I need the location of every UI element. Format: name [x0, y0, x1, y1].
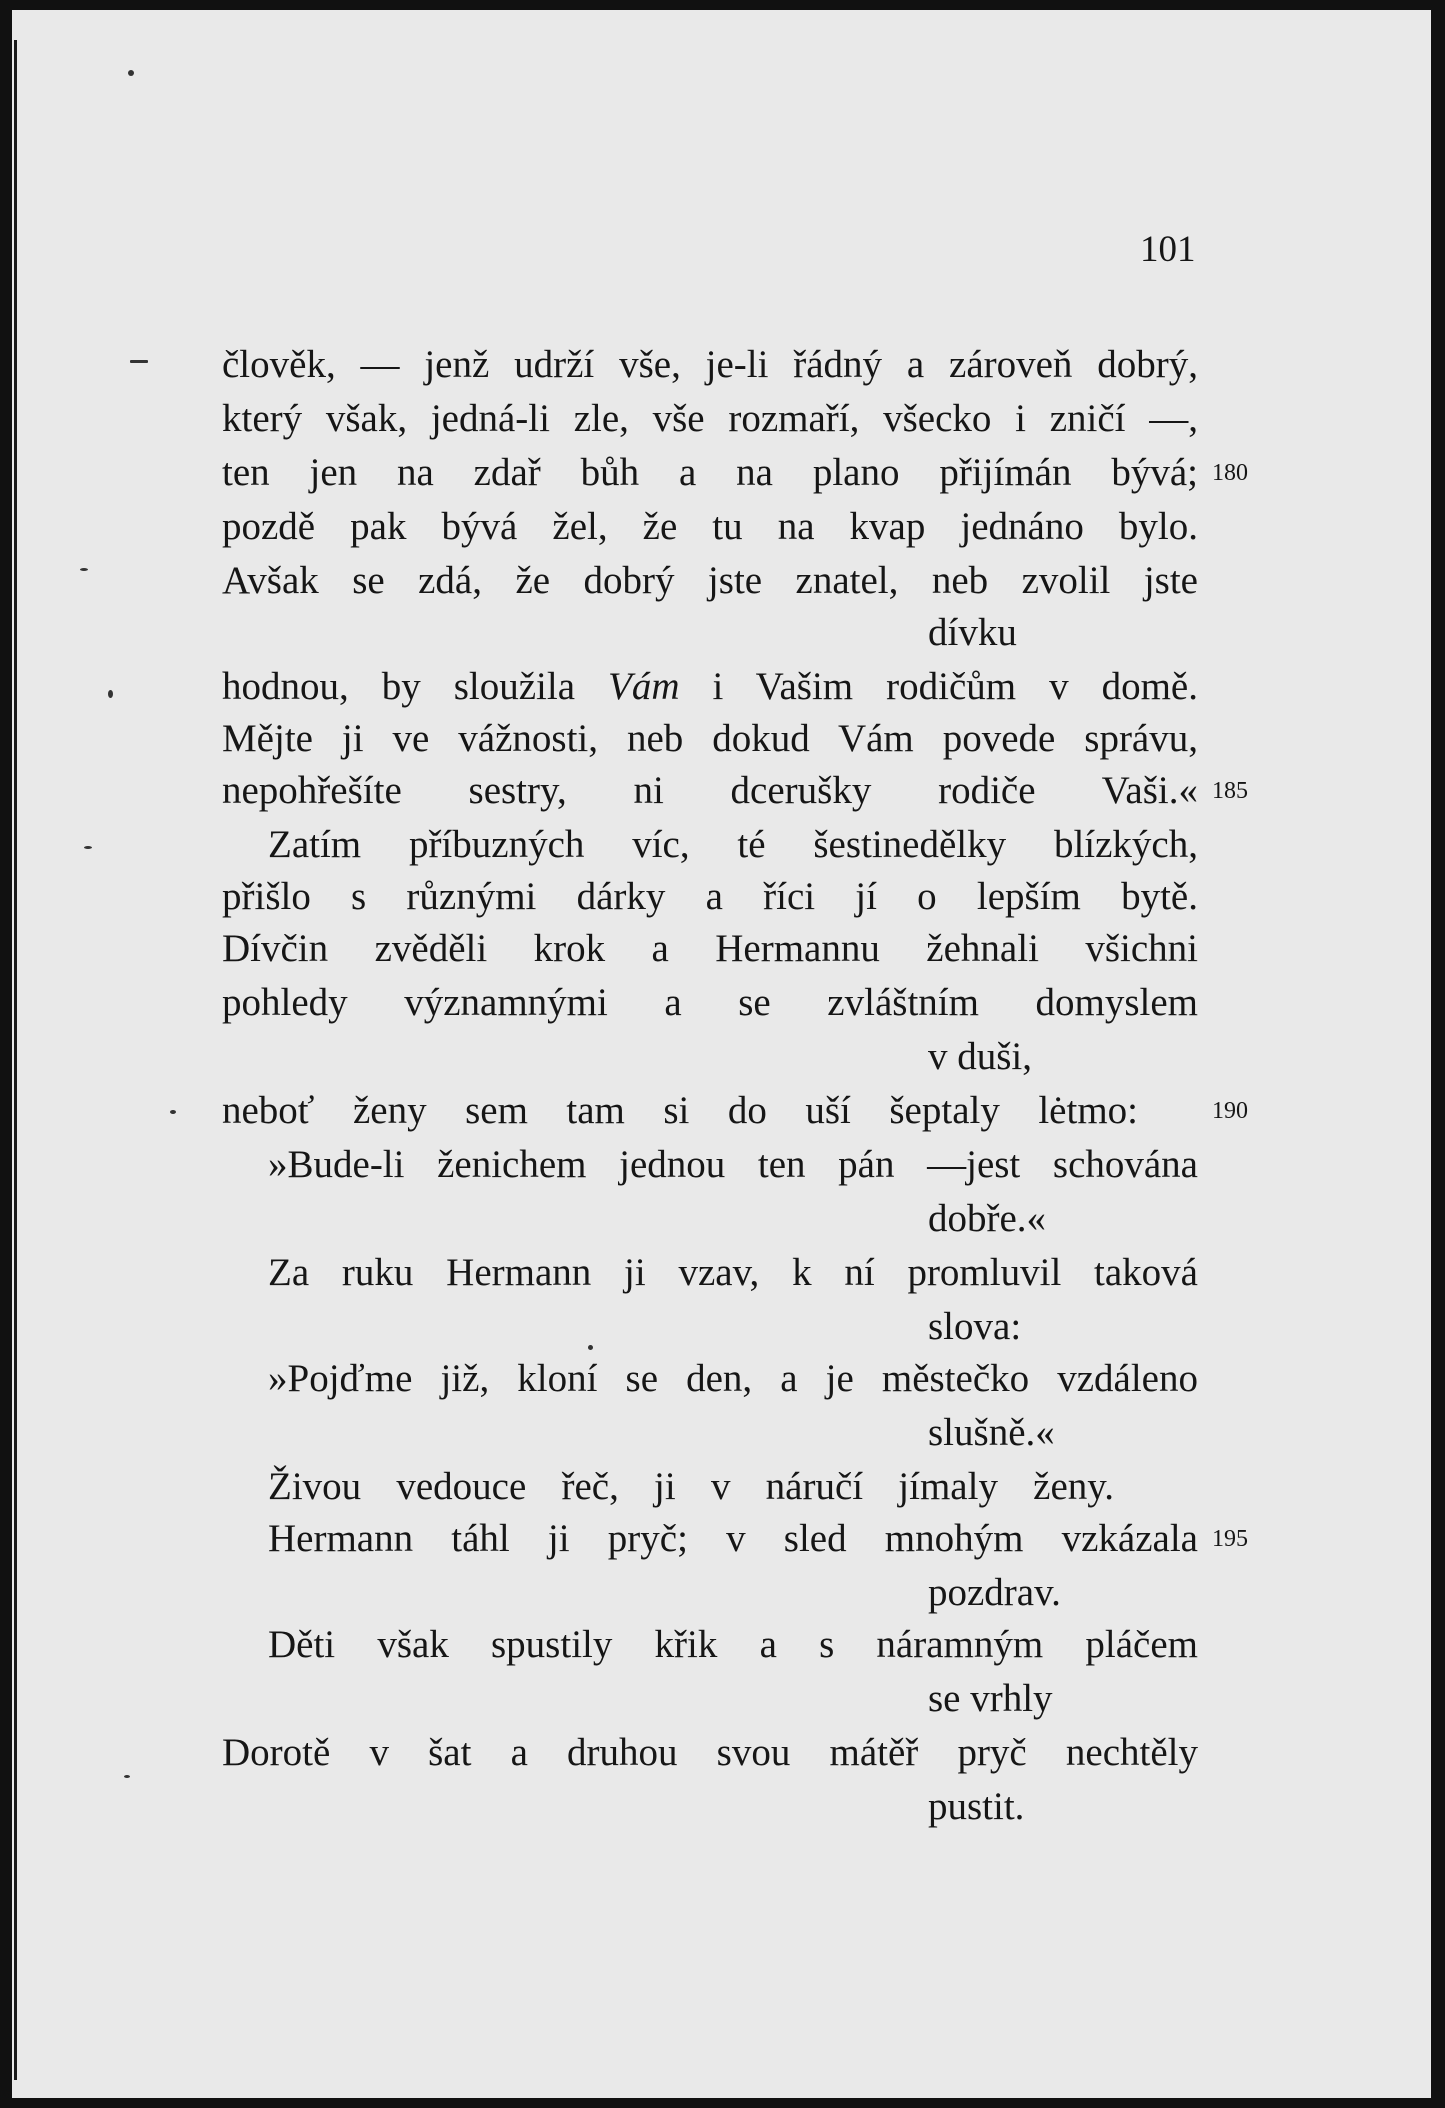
- verse-line: pozdě pak bývá žel, že tu na kvap jednáno bylo.: [222, 505, 1198, 548]
- page-number: 101: [1140, 229, 1196, 270]
- verse-line-continuation: slova:: [928, 1305, 1022, 1348]
- verse-line: Avšak se zdá, že dobrý jste znatel, neb zvolil jste: [222, 559, 1198, 602]
- verse-line: nepohřešíte sestry, ni dcerušky rodiče Vaši.«: [222, 769, 1198, 812]
- verse-line-continuation: pustit.: [928, 1785, 1025, 1828]
- emphasis: Vám: [608, 665, 680, 708]
- verse-line: Hermann táhl ji pryč; v sled mnohým vzkázala: [268, 1517, 1198, 1560]
- scan-speck: [124, 1775, 130, 1778]
- line-number: 185: [1212, 778, 1248, 804]
- verse-line: Dorotě v šat a druhou svou mátěř pryč nechtěly: [222, 1731, 1198, 1774]
- verse-line: »Pojďme již, kloní se den, a je městečko vzdáleno: [268, 1357, 1198, 1400]
- verse-line: neboť ženy sem tam si do uší šeptaly lėtmo:: [222, 1089, 1138, 1132]
- line-number: 195: [1212, 1526, 1248, 1552]
- verse-line-continuation: se vrhly: [928, 1677, 1053, 1720]
- verse-line: Dívčin zvěděli krok a Hermannu žehnali všichni: [222, 927, 1198, 970]
- verse-line-continuation: dívku: [928, 611, 1017, 654]
- verse-line: Za ruku Hermann ji vzav, k ní promluvil taková: [268, 1251, 1198, 1294]
- scan-border-bottom: [0, 2098, 1445, 2108]
- verse-line: Zatím příbuzných víc, té šestinedělky blízkých,: [268, 823, 1198, 866]
- scan-speck: [170, 1110, 176, 1114]
- verse-line: Děti však spustily křik a s náramným pláčem: [268, 1623, 1198, 1666]
- verse-line: Mějte ji ve vážnosti, neb dokud Vám povede správu,: [222, 717, 1198, 760]
- verse-line-continuation: dobře.«: [928, 1197, 1047, 1240]
- verse-line-continuation: slušně.«: [928, 1411, 1055, 1454]
- verse-line: »Bude-li ženichem jednou ten pán —jest schována: [268, 1143, 1198, 1186]
- verse-line: který však, jedná-li zle, vše rozmaří, všecko i zničí —,: [222, 397, 1198, 440]
- verse-line-continuation: pozdrav.: [928, 1571, 1061, 1614]
- verse-line: přišlo s různými dárky a říci jí o lepším bytě.: [222, 875, 1198, 918]
- scan-border-left: [0, 0, 12, 2108]
- verse-line-continuation: v duši,: [928, 1035, 1033, 1078]
- line-number: 190: [1212, 1098, 1248, 1124]
- verse-line: Živou vedouce řeč, ji v náručí jímaly ženy.: [268, 1465, 1114, 1508]
- line-number: 180: [1212, 460, 1248, 486]
- scan-border-top: [0, 0, 1445, 10]
- scan-speck: [588, 1345, 593, 1350]
- scan-speck: [130, 360, 148, 363]
- scan-speck: [84, 846, 92, 849]
- verse-line: hodnou, by sloužila Vám i Vašim rodičům v domě.: [222, 665, 1198, 708]
- scan-speck: [128, 70, 134, 76]
- verse-line: ten jen na zdař bůh a na plano přijímán bývá;: [222, 451, 1198, 494]
- verse-line: pohledy významnými a se zvláštním domyslem: [222, 981, 1198, 1024]
- scan-speck: [80, 568, 88, 571]
- scan-border-right: [1431, 0, 1445, 2108]
- scan-border-left-inner: [14, 40, 17, 2080]
- verse-line: člověk, — jenž udrží vše, je-li řádný a zároveň dobrý,: [222, 343, 1198, 386]
- scan-speck: [108, 690, 113, 698]
